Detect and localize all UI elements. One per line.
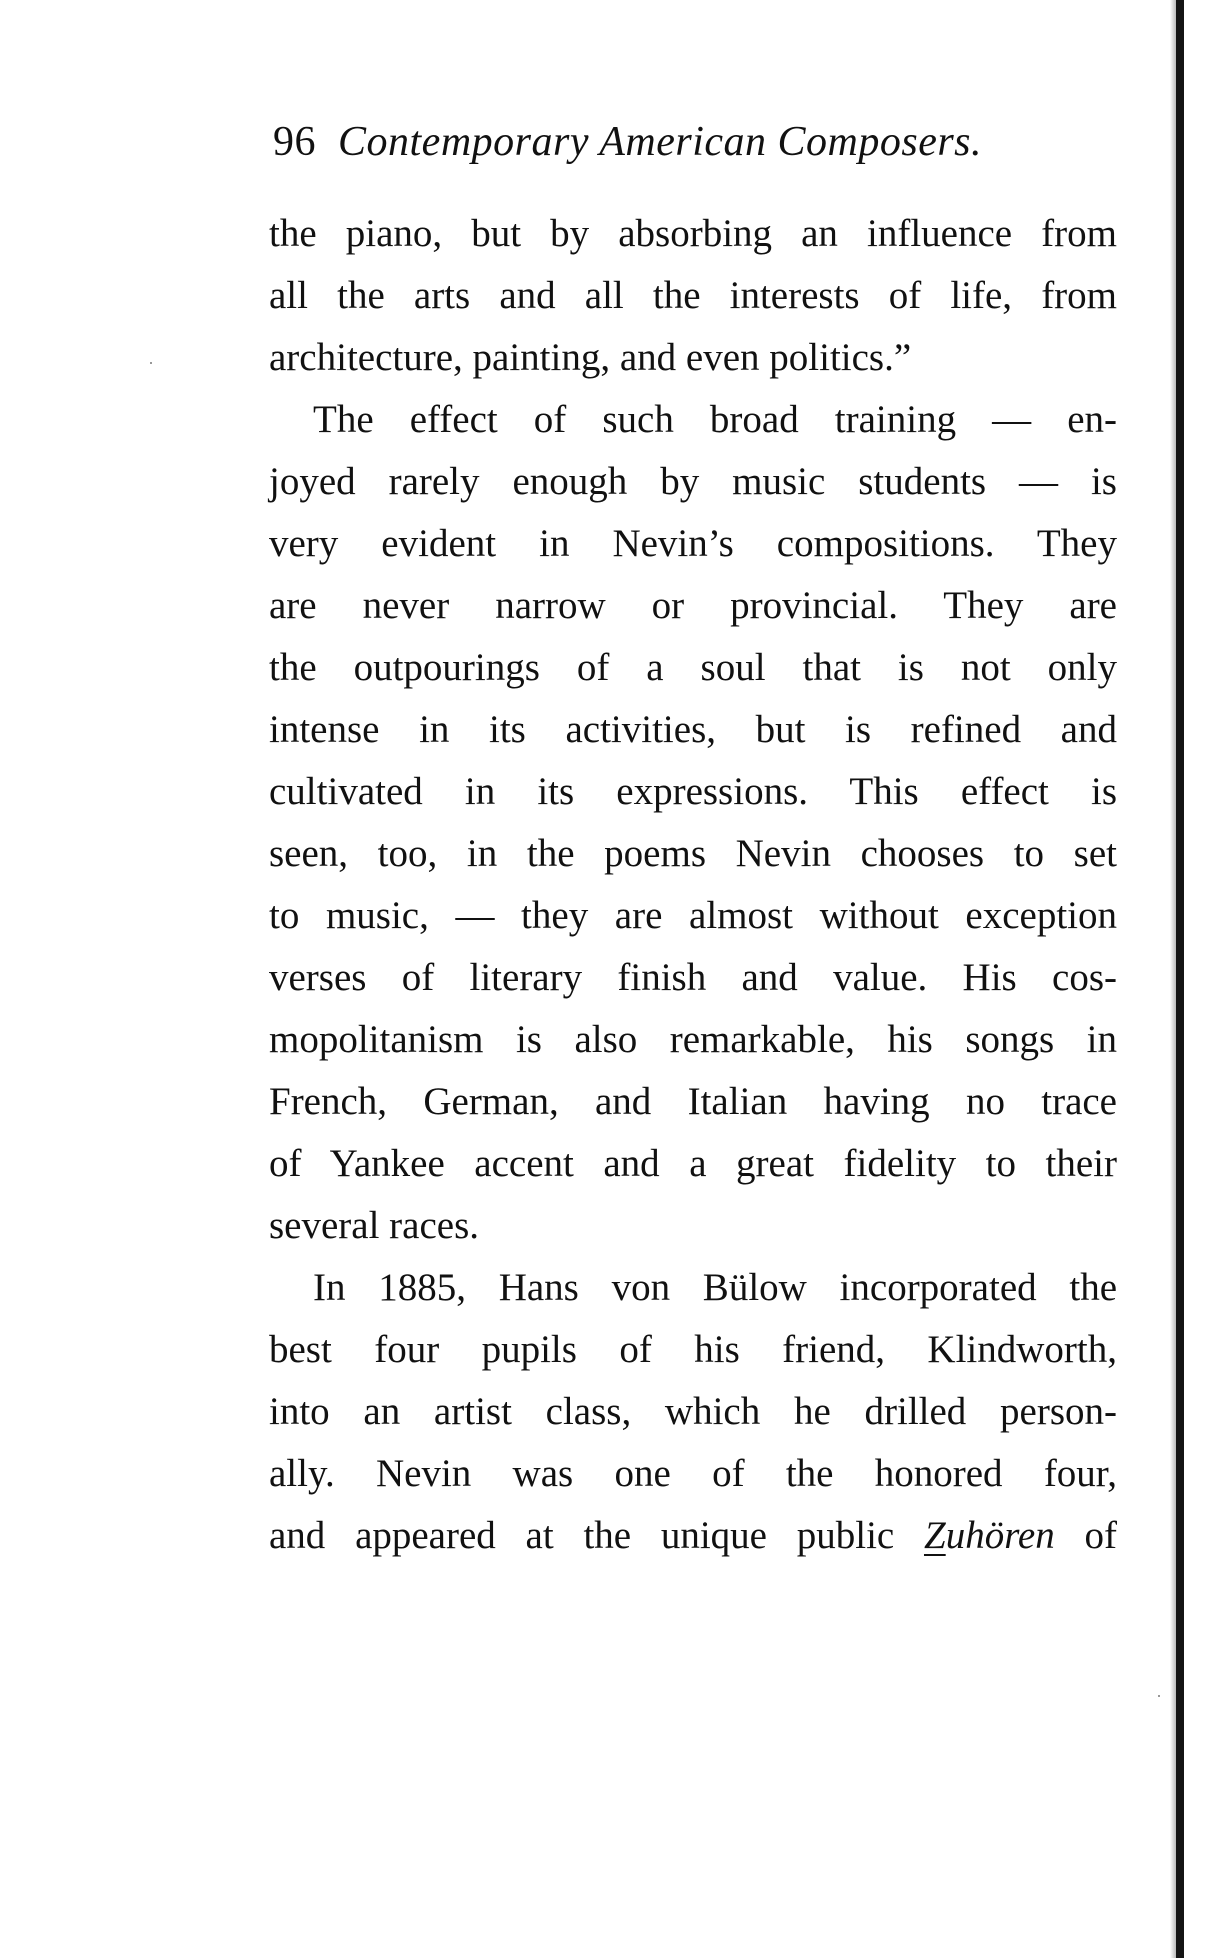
text-line: In 1885, Hans von Bülow incorporated the [313, 1266, 1117, 1309]
italic-term-rest: uhören [945, 1514, 1055, 1557]
text-line-final [269, 1505, 1117, 1567]
page-header [273, 118, 982, 166]
text-line: mopolitanism is also remarkable, his songs in [269, 1018, 1117, 1061]
final-line-tail: of [1054, 1514, 1117, 1557]
body-text [269, 203, 1117, 1567]
final-line-lead: and appeared at the unique public [269, 1514, 924, 1557]
running-title: Contemporary American Composers. [338, 119, 983, 165]
text-line: are never narrow or provincial. They are [269, 584, 1117, 627]
italic-term [924, 1514, 1055, 1557]
text-line: into an artist class, which he drilled person- [269, 1390, 1117, 1433]
text-line: architecture, painting, and even politics.” [269, 336, 912, 379]
page-edge-binding [1176, 0, 1184, 1958]
text-line: the piano, but by absorbing an influence from [269, 212, 1117, 255]
text-line: seen, too, in the poems Nevin chooses to set [269, 832, 1117, 875]
text-line: joyed rarely enough by music students — is [269, 460, 1117, 503]
text-line: to music, — they are almost without exception [269, 894, 1117, 937]
text-line: very evident in Nevin’s compositions. They [269, 522, 1117, 565]
text-line: verses of literary finish and value. His cos- [269, 956, 1117, 999]
italic-term-initial: Z [923, 1514, 946, 1557]
text-line: ally. Nevin was one of the honored four, [269, 1452, 1117, 1495]
text-line: of Yankee accent and a great fidelity to their [269, 1142, 1117, 1185]
text-line: several races. [269, 1204, 480, 1247]
text-line: French, German, and Italian having no trace [269, 1080, 1117, 1123]
text-line: the outpourings of a soul that is not only [269, 646, 1117, 689]
text-line: The effect of such broad training — en- [313, 398, 1117, 441]
text-line: cultivated in its expressions. This effect is [269, 770, 1117, 813]
text-line: all the arts and all the interests of life, from [269, 274, 1117, 317]
text-line: intense in its activities, but is refined and [269, 708, 1117, 751]
paper-speck [1158, 1695, 1160, 1697]
text-line: best four pupils of his friend, Klindworth, [269, 1328, 1117, 1371]
page-number: 96 [273, 119, 316, 165]
paper-speck [150, 362, 152, 364]
